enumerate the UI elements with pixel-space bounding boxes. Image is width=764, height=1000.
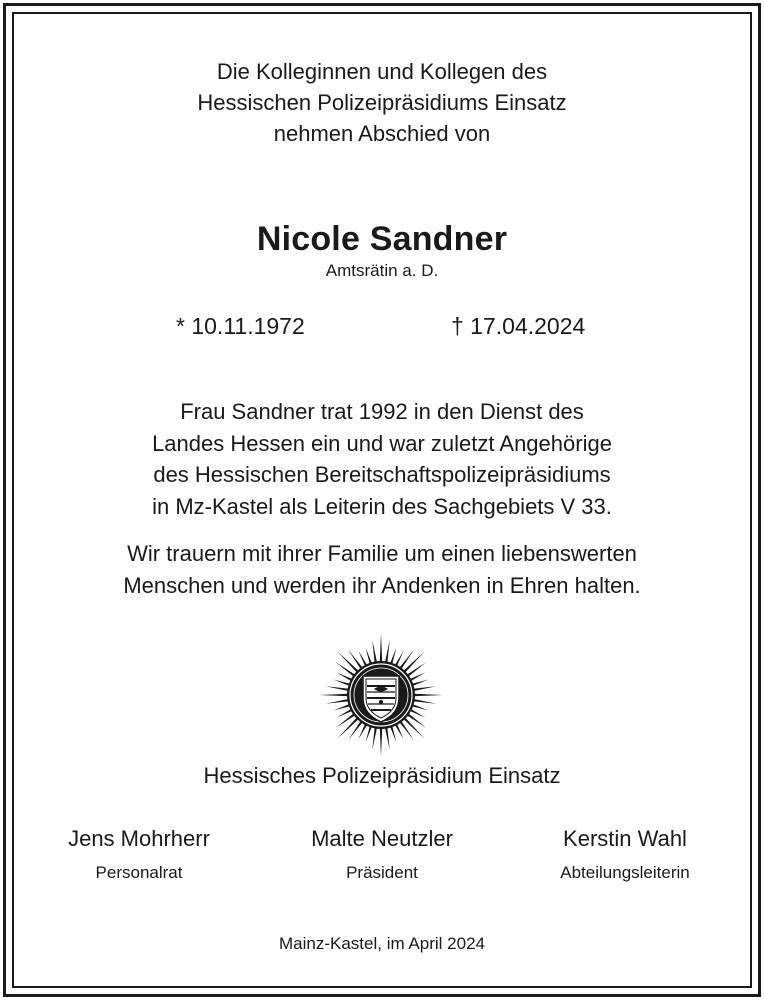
birth-date: * 10.11.1972: [176, 313, 305, 339]
deceased-title: Amtsrätin a. D.: [325, 261, 439, 280]
biography-text: [0, 396, 764, 522]
death-date: † 17.04.2024: [451, 313, 586, 339]
signatory-role: Präsident: [346, 863, 418, 882]
intro-line: Die Kolleginnen und Kollegen des: [216, 59, 548, 84]
bio-line: in Mz-Kastel als Leiterin des Sachgebiets V 33.: [152, 493, 612, 519]
signatory-name: Jens Mohrherr: [68, 826, 210, 851]
signatory-name: Malte Neutzler: [311, 826, 453, 851]
place-and-date: Mainz-Kastel, im April 2024: [279, 934, 485, 953]
signatory: [262, 826, 502, 883]
bio-line: des Hessischen Bereitschaftspolizeipräsidiums: [153, 462, 611, 487]
bio-line: Landes Hessen ein und war zuletzt Angehörige: [152, 430, 612, 456]
signatory-name: Kerstin Wahl: [563, 826, 687, 851]
mourning-line: Menschen und werden ihr Andenken in Ehren halten.: [123, 573, 641, 598]
signatory-role: Personalrat: [95, 863, 183, 882]
intro-text: [0, 56, 764, 149]
deceased-name: Nicole Sandner: [256, 220, 508, 258]
organization-name: Hessisches Polizeipräsidium Einsatz: [203, 763, 561, 788]
police-star-emblem-icon: [318, 632, 444, 758]
signatory-role: Abteilungsleiterin: [560, 863, 690, 882]
intro-line: nehmen Abschied von: [273, 121, 491, 146]
signatory: [19, 826, 259, 883]
mourning-line: Wir trauern mit ihrer Familie um einen liebenswerten: [127, 541, 637, 566]
bio-line: Frau Sandner trat 1992 in den Dienst des: [180, 399, 584, 424]
mourning-text: [0, 538, 764, 602]
signatory: [505, 826, 745, 883]
intro-line: Hessischen Polizeipräsidiums Einsatz: [197, 90, 567, 115]
